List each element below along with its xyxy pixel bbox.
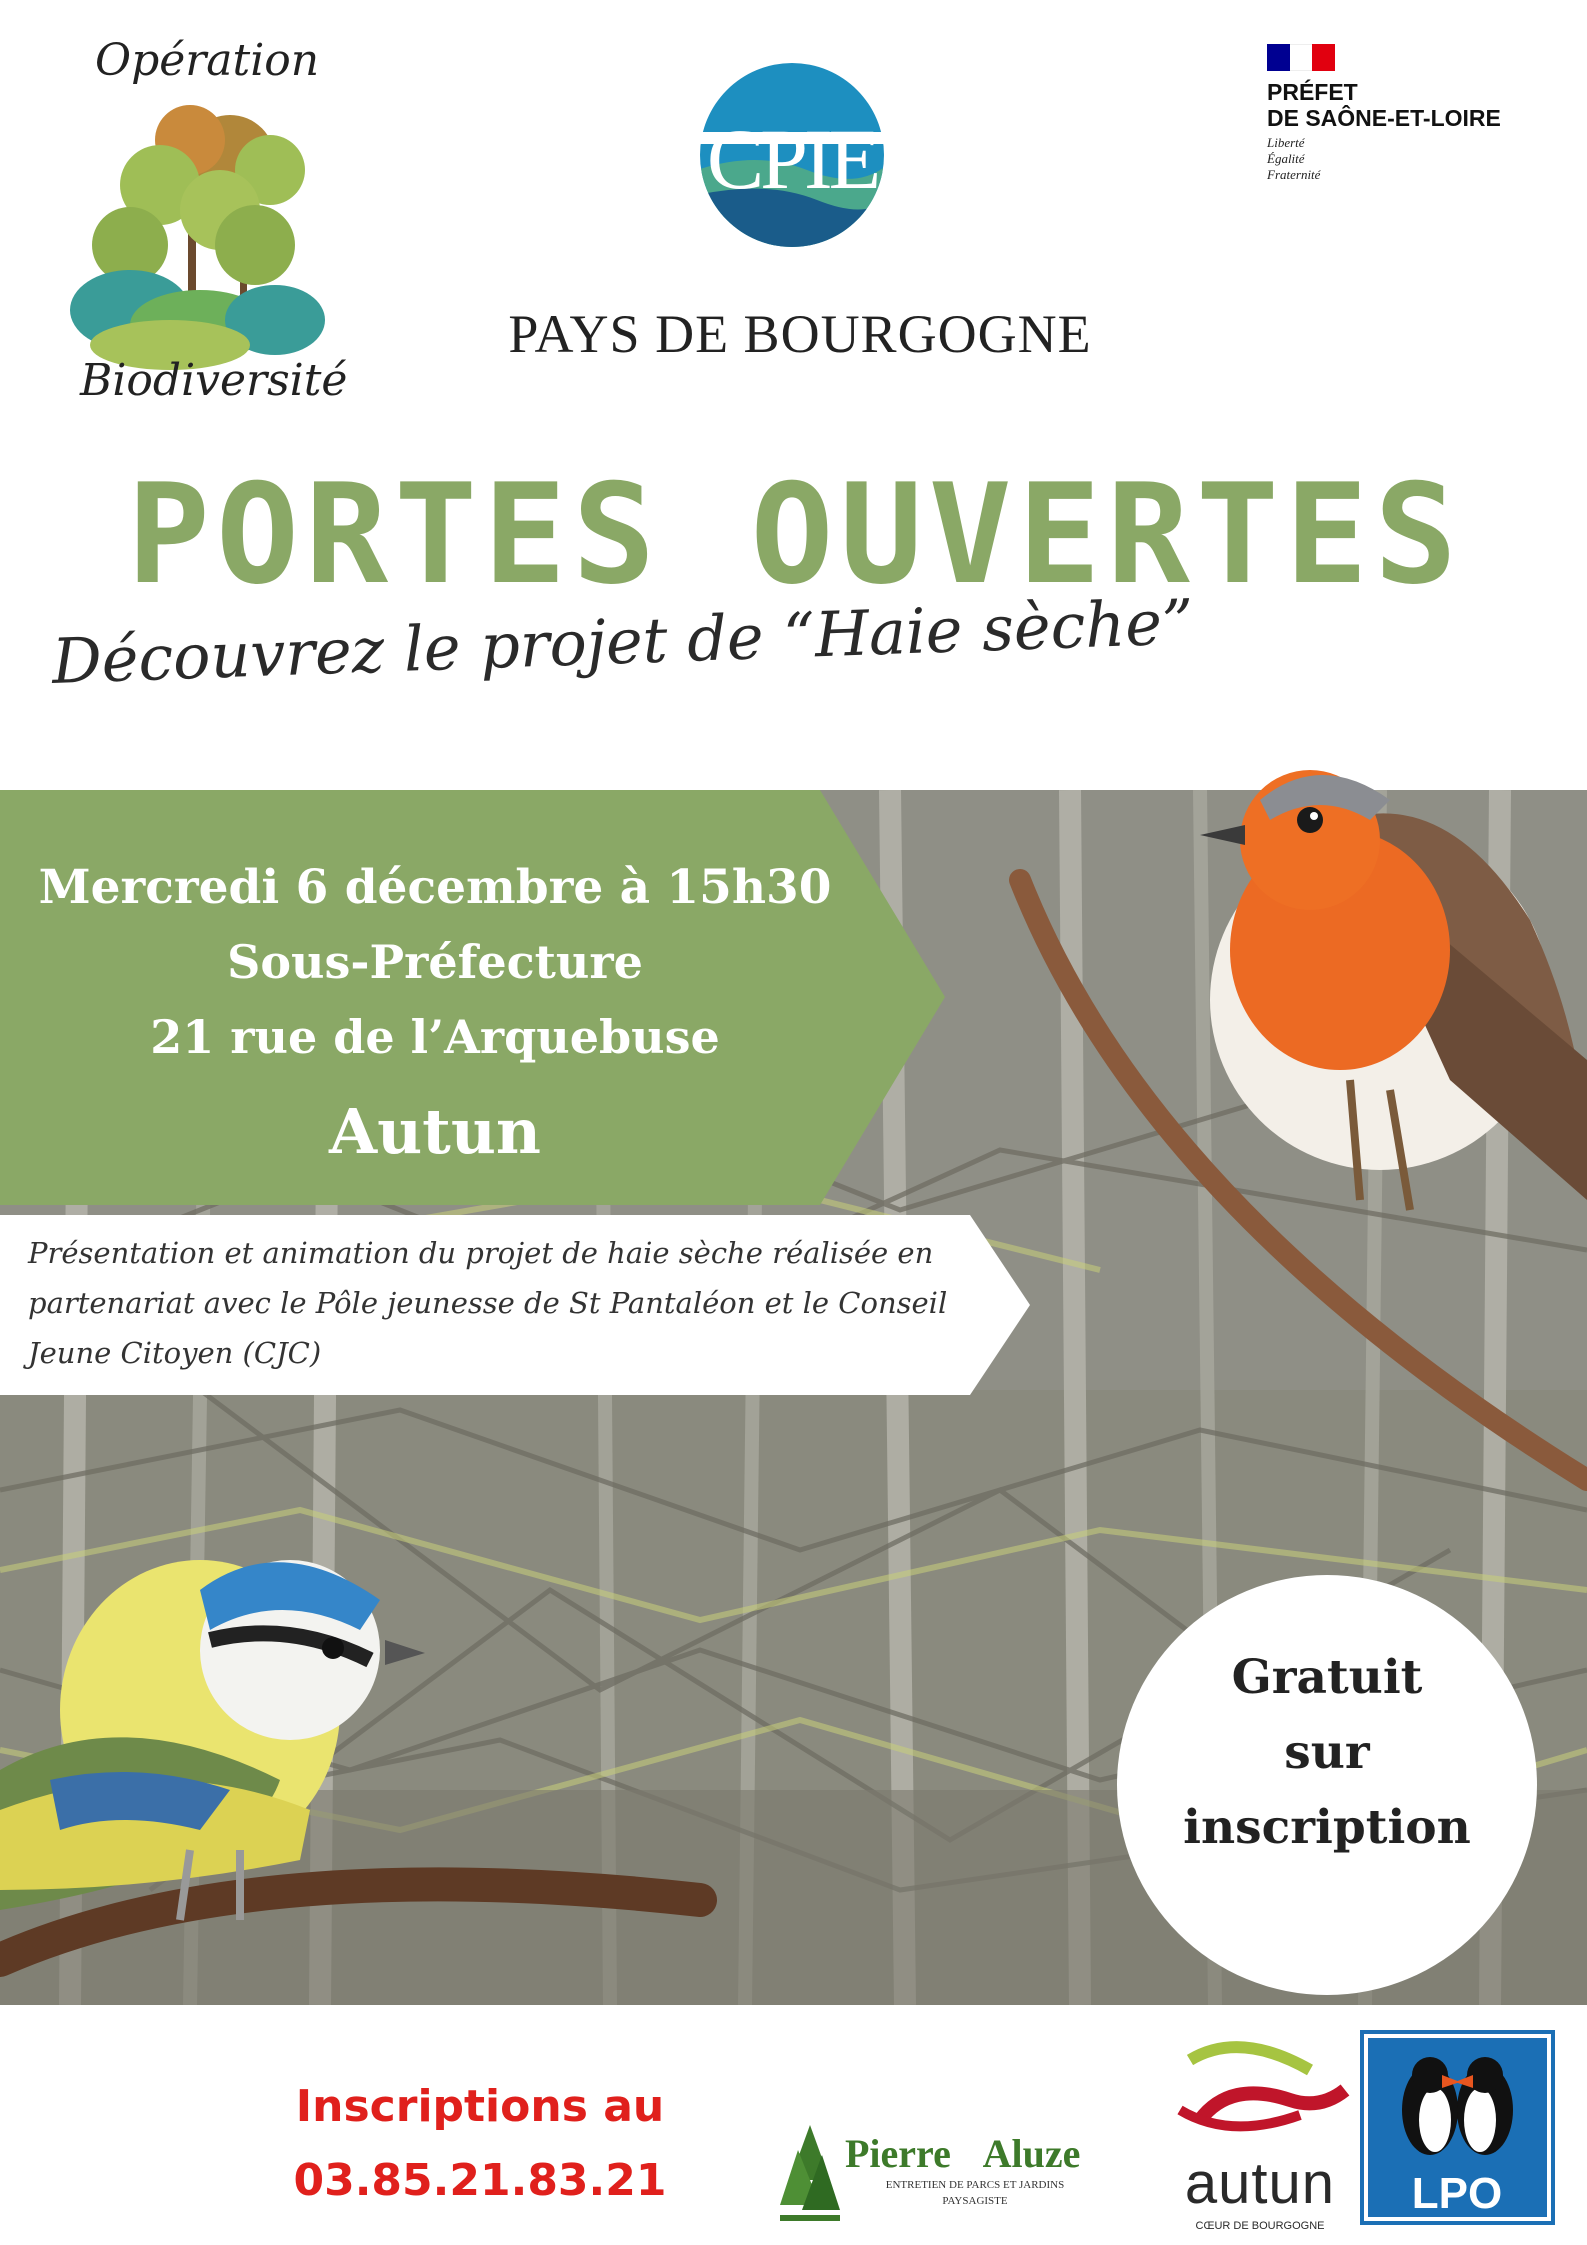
event-date: Mercredi 6 décembre à 15h30 <box>38 860 832 915</box>
autun-word: autun <box>1184 2151 1336 2216</box>
inscription-info <box>230 2070 730 2218</box>
prefet-motto: Liberté Égalité Fraternité <box>1267 135 1321 182</box>
lpo-logo <box>1360 2030 1555 2225</box>
svg-text:CPIE: CPIE <box>706 111 878 207</box>
event-place: Sous-Préfecture <box>227 935 643 989</box>
operation-biodiversite-logo <box>70 35 348 425</box>
pierre-aluze-subtitle: ENTRETIEN DE PARCS ET JARDINS PAYSAGISTE <box>885 2179 1065 2207</box>
inscription-label: Inscriptions au <box>295 2081 665 2132</box>
lpo-puffin-logo <box>1360 2030 1555 2225</box>
blue-tit-illustration <box>0 1530 440 2030</box>
cpie-logo <box>697 60 887 250</box>
inscription-phone[interactable]: 03.85.21.83.21 <box>293 2155 667 2206</box>
subtitle: Découvrez le projet de “Haie sèche” <box>50 585 1195 698</box>
robin-illustration <box>1150 760 1587 1320</box>
description: Présentation et animation du projet de haie sèche réalisée en partenariat avec le Pôle jeunesse de St Pantaléon et le Conseil Jeune Citoyen (CJC) <box>28 1236 948 1370</box>
operation-label: Opération <box>95 35 320 86</box>
marianne-flag-icon <box>1267 44 1335 71</box>
lpo-label: LPO <box>1411 2169 1503 2218</box>
autun-logo <box>1170 2030 1350 2230</box>
autun-subtitle: CŒUR DE BOURGOGNE <box>1195 2220 1325 2232</box>
organizer-name: PAYS DE BOURGOGNE <box>508 304 1092 364</box>
free-badge-text: Gratuit sur inscription <box>1183 1650 1471 1855</box>
pierre-aluze-logo <box>780 2115 1150 2225</box>
prefet-title: PRÉFET DE SAÔNE-ET-LOIRE <box>1267 79 1501 131</box>
pierre-aluze-tree-icon <box>780 2125 840 2225</box>
event-address: 21 rue de l’Arquebuse <box>150 1010 720 1064</box>
autun-swoosh-icon <box>1170 2030 1350 2150</box>
prefet-logo <box>1267 44 1557 183</box>
main-title: PORTES OUVERTES <box>126 454 1464 615</box>
pierre-aluze-name: Pierre Aluze <box>845 2131 1081 2176</box>
event-city: Autun <box>329 1095 541 1168</box>
biodiversite-label: Biodiversité <box>80 355 348 406</box>
